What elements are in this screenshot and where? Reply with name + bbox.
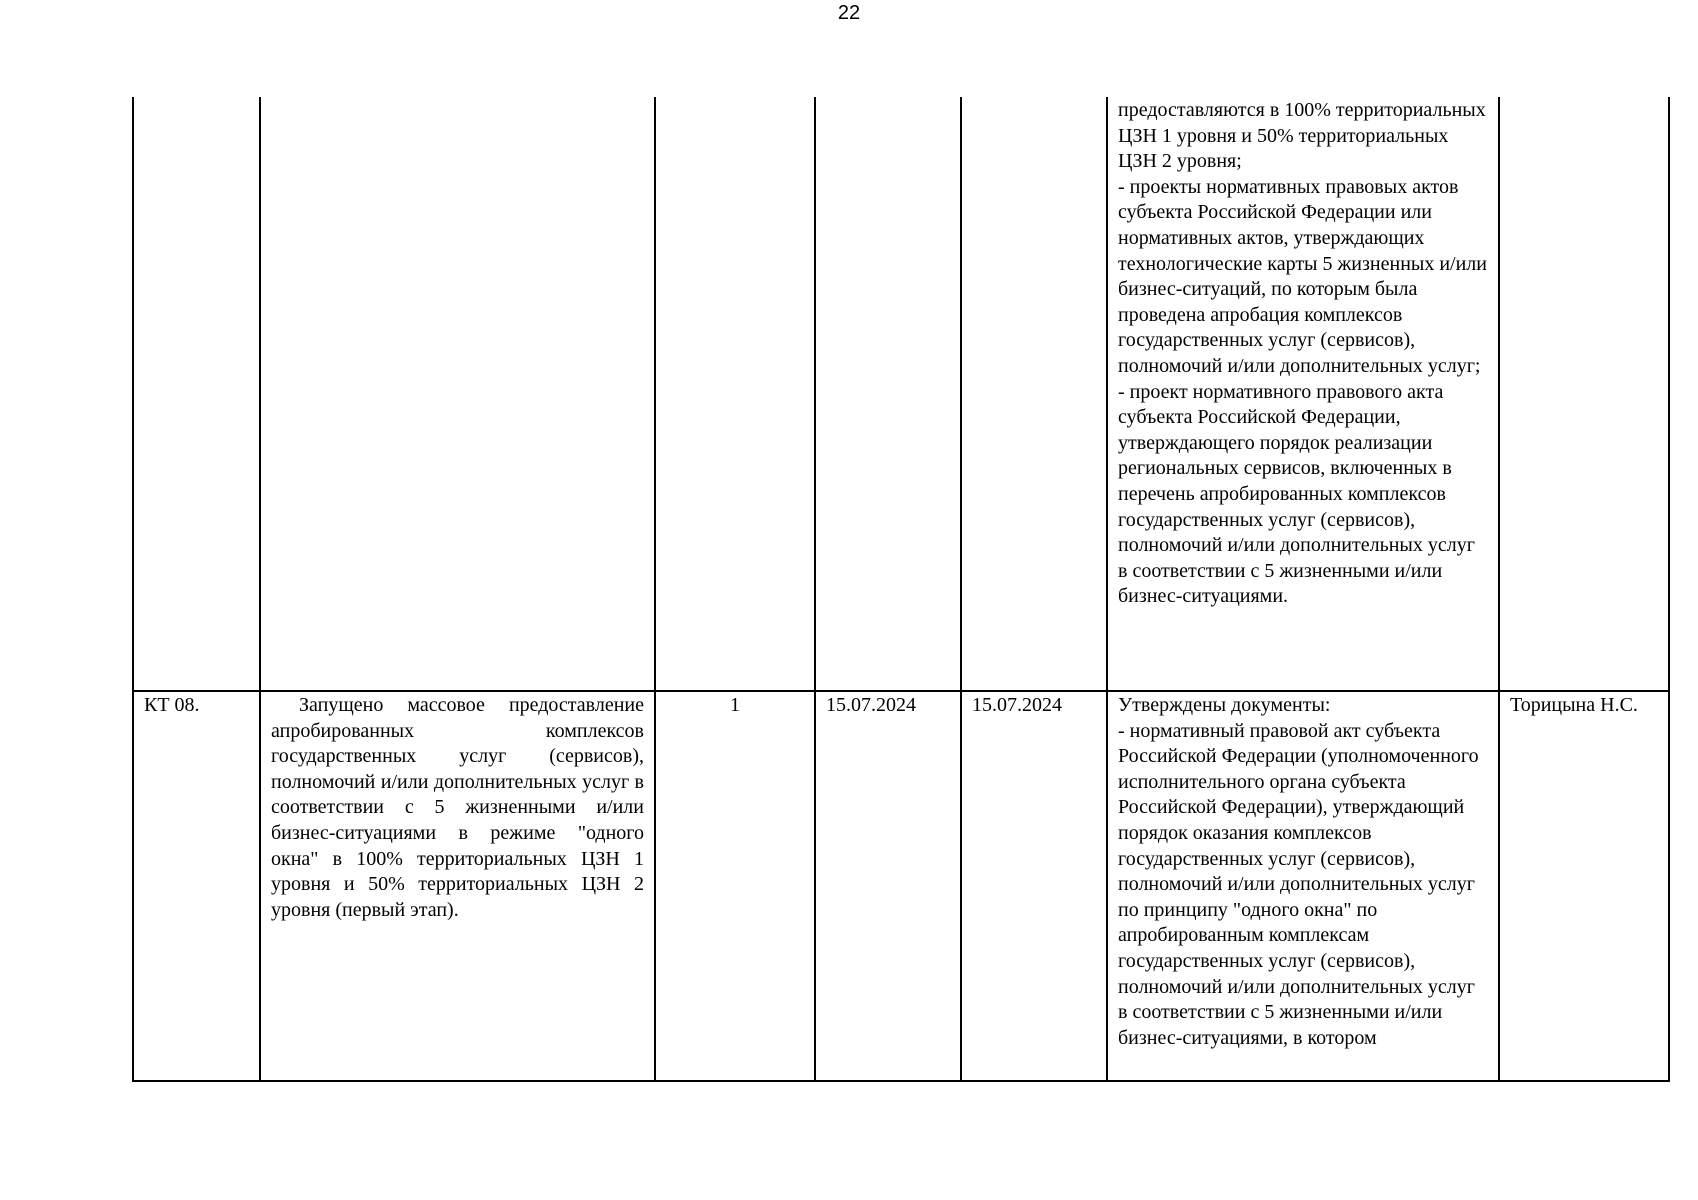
cell-count bbox=[655, 97, 815, 691]
documents-paragraph: - проекты нормативных правовых актов субъекта Российской Федерации или нормативных актов, утверждающих технологические карты 5 жизненных и/или бизнес-ситуаций, по которым была проведена апробация комплексов государственных услуг (сервисов), полномочий и/или дополнительных услуг; bbox=[1118, 175, 1487, 377]
cell-count: 1 bbox=[655, 691, 815, 1081]
cell-responsible bbox=[1499, 97, 1669, 691]
documents-paragraph: предоставляются в 100% территориальных ЦЗН 1 уровня и 50% территориальных ЦЗН 2 уровня; bbox=[1118, 99, 1486, 173]
page-number: 22 bbox=[837, 2, 861, 24]
cell-code bbox=[133, 97, 260, 691]
cell-responsible: Торицына Н.С. bbox=[1499, 691, 1669, 1081]
cell-end-date bbox=[961, 97, 1107, 691]
table-row bbox=[133, 97, 1669, 691]
control-points-table bbox=[132, 97, 1670, 1082]
cell-documents bbox=[1107, 97, 1499, 691]
cell-start-date: 15.07.2024 bbox=[815, 691, 961, 1081]
cell-start-date bbox=[815, 97, 961, 691]
cell-description bbox=[260, 97, 655, 691]
cell-documents bbox=[1107, 691, 1499, 1081]
cell-description: Запущено массовое предоставление апробированных комплексов государственных услуг (сервисов), полномочий и/или дополнительных услуг в соответствии с 5 жизненными и/или бизнес-ситуациями в режиме "одного окна" в 100% территориальных ЦЗН 1 уровня и 50% территориальных ЦЗН 2 уровня (первый этап). bbox=[260, 691, 655, 1081]
documents-paragraph: - проект нормативного правового акта субъекта Российской Федерации, утверждающего порядок реализации региональных сервисов, включенных в перечень апробированных комплексов государственных услуг (сервисов), полномочий и/или дополнительных услуг в соответствии с 5 жизненными и/или бизнес-ситуациями. bbox=[1118, 380, 1475, 608]
cell-end-date: 15.07.2024 bbox=[961, 691, 1107, 1081]
documents-paragraph: Утверждены документы: bbox=[1118, 694, 1331, 716]
documents-paragraph: - нормативный правовой акт субъекта Российской Федерации (уполномоченного исполнительного органа субъекта Российской Федерации), утверждающий порядок оказания комплексов государственных услуг (сервисов), полномочий и/или дополнительных услуг по принципу "одного окна" по апробированным комплексам государственных услуг (сервисов), полномочий и/или дополнительных услуг в соответствии с 5 жизненными и/или бизнес-ситуациями, в котором bbox=[1118, 719, 1479, 1049]
table-row bbox=[133, 691, 1669, 1081]
cell-code: КТ 08. bbox=[133, 691, 260, 1081]
